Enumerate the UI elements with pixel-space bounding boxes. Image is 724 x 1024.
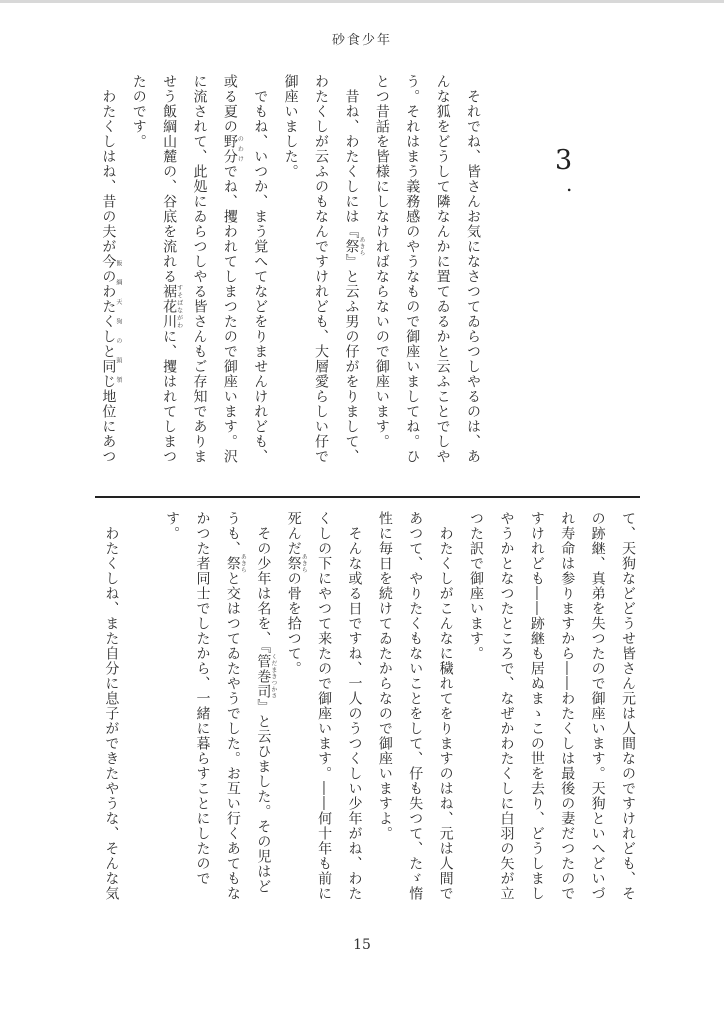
ruby-reading: のわけ <box>236 134 244 164</box>
text-column <box>154 74 184 474</box>
text-run: かつた者同士でしたから、一緒に暮らすことにしたので <box>194 511 211 886</box>
text-column <box>461 511 491 911</box>
text-column <box>214 74 244 474</box>
ruby-reading: あきら <box>300 553 308 574</box>
text-run: やうかとなつたところで、なぜかわたくしに白羽の矢が立 <box>498 511 515 901</box>
text-column <box>521 511 551 911</box>
text-run: 御座いました。 <box>282 74 299 179</box>
text-column <box>397 74 427 474</box>
text-run: んな狐をどうして隣なんかに置てゐるかと云ふことでしや <box>434 74 451 464</box>
ruby-reading: すそばながわ <box>175 284 183 329</box>
text-column <box>184 74 214 474</box>
text-column <box>309 511 339 911</box>
text-run: たのです。 <box>130 74 147 149</box>
chapter-heading <box>553 146 583 196</box>
chapter-number: 3 <box>555 145 573 176</box>
text-column <box>458 74 488 474</box>
ruby-word <box>343 236 365 257</box>
text-run: 』と云ふ男の仔がをりまして、 <box>343 254 360 464</box>
ruby-base: 祭 <box>224 553 241 574</box>
text-run: でね、攫われてしまつたので御座います。沢 <box>221 164 238 464</box>
text-run: れ寿命は参りますから――わたくしは最後の妻だつたので <box>559 511 576 901</box>
text-column <box>278 511 308 911</box>
text-run: わたくしがこんなに穢れてをりますのはね、元は人間で <box>437 511 454 901</box>
text-run: わたくしね、また自分に息子ができたやうな、そんな気 <box>103 511 120 901</box>
text-column <box>126 511 156 911</box>
ruby-reading: あきら <box>239 553 247 574</box>
text-run: それでね、皆さんお気になさつてゐらつしやるのは、あ <box>465 74 481 464</box>
text-run: に流されて、此処にゐらつしやる皆さんもご存知でありま <box>191 74 208 464</box>
text-run: 死んだ <box>285 511 302 556</box>
text-column <box>339 511 369 911</box>
text-run: う。それはまう義務感のやうなもので御座いましてね。ひ <box>404 74 421 464</box>
text-column <box>157 511 187 911</box>
text-run: わたくしが云ふのもなんですけれども、大層愛らしい仔で <box>313 74 330 464</box>
text-column <box>336 74 366 474</box>
ruby-base: 野分 <box>221 134 238 164</box>
page-top-edge <box>0 0 724 3</box>
text-run: その少年は名を、『 <box>255 511 272 654</box>
ruby-base: 管巻司 <box>255 653 272 700</box>
text-column <box>248 511 278 911</box>
text-column <box>187 511 217 911</box>
ruby-base: 今のわたくしと同じ <box>100 254 117 389</box>
text-column <box>218 511 248 911</box>
text-column <box>369 511 399 911</box>
text-column <box>306 74 336 474</box>
text-run: に、攫はれてしまつ <box>161 329 178 464</box>
text-run: そんな或る日ですね、一人のうつくしい少年がね、わた <box>346 511 363 901</box>
text-run: つた訳で御座います。 <box>468 511 485 661</box>
text-column <box>245 74 275 474</box>
text-run: 性に毎日を続けてゐたからなので御座いますよ。 <box>376 511 393 841</box>
text-column <box>552 511 582 911</box>
text-run: 』と云ひました。その児はど <box>255 699 272 895</box>
text-run: 昔ね、わたくしには『 <box>343 74 360 239</box>
text-column <box>613 511 643 911</box>
text-run: あつて、やりたくもないことをして、仔も失つて、たゞ惰 <box>407 511 424 901</box>
ruby-word <box>100 254 122 389</box>
ruby-reading: 飯綱天狗の頭領 <box>114 254 122 389</box>
upper-text-block <box>93 74 488 474</box>
section-divider <box>95 496 640 498</box>
text-column <box>427 74 457 474</box>
ruby-word <box>224 553 247 574</box>
text-run: て、天狗などどうせ皆さん元は人間なのですけれども、そ <box>620 511 636 901</box>
text-column <box>96 511 126 911</box>
text-run: わたくしはね、昔の夫が <box>100 74 117 254</box>
running-head-title: 砂食少年 <box>331 33 392 48</box>
ruby-word <box>255 653 277 700</box>
ruby-reading: くだまきつかさ <box>269 653 277 700</box>
text-run: とつ昔話を皆様にしなければならないので御座います。 <box>373 74 390 449</box>
text-run: す。 <box>164 511 181 541</box>
text-column <box>93 74 123 474</box>
ruby-reading: あきら <box>357 236 365 257</box>
text-run: の跡継、真弟を失つたので御座います。天狗といへどいづ <box>589 511 606 901</box>
ruby-word <box>221 134 244 164</box>
text-run: くしの下にやつて来たので御座います。――何十年も前に <box>316 511 333 901</box>
text-column <box>430 511 460 911</box>
text-column <box>366 74 396 474</box>
text-column <box>123 74 153 474</box>
text-run: 地位にあつ <box>100 389 117 464</box>
text-run: すけれども――跡継も居ぬまゝこの世を去り、どうしまし <box>528 511 545 901</box>
page-number: 15 <box>353 937 371 953</box>
text-column <box>582 511 612 911</box>
ruby-base: 裾花川 <box>161 284 178 329</box>
ruby-base: 祭 <box>343 236 360 257</box>
ruby-word <box>285 553 308 574</box>
chapter-number-dot: . <box>566 172 573 196</box>
text-run: せう飯綱山麓の、谷底を流れる <box>161 74 178 284</box>
text-run: 或る夏の <box>221 74 238 134</box>
text-column <box>275 74 305 474</box>
text-column <box>491 511 521 911</box>
text-column <box>400 511 430 911</box>
text-run: の骨を拾つて。 <box>285 571 302 676</box>
ruby-word <box>161 284 183 329</box>
text-run: でもね、いつか、まう覚へてなどをりませんけれども、 <box>252 74 269 464</box>
text-run: うも、 <box>224 511 241 556</box>
ruby-base: 祭 <box>285 553 302 574</box>
lower-text-block <box>96 511 643 911</box>
text-run: と交はつてゐたやうでした。お互い行くあてもな <box>224 571 241 901</box>
